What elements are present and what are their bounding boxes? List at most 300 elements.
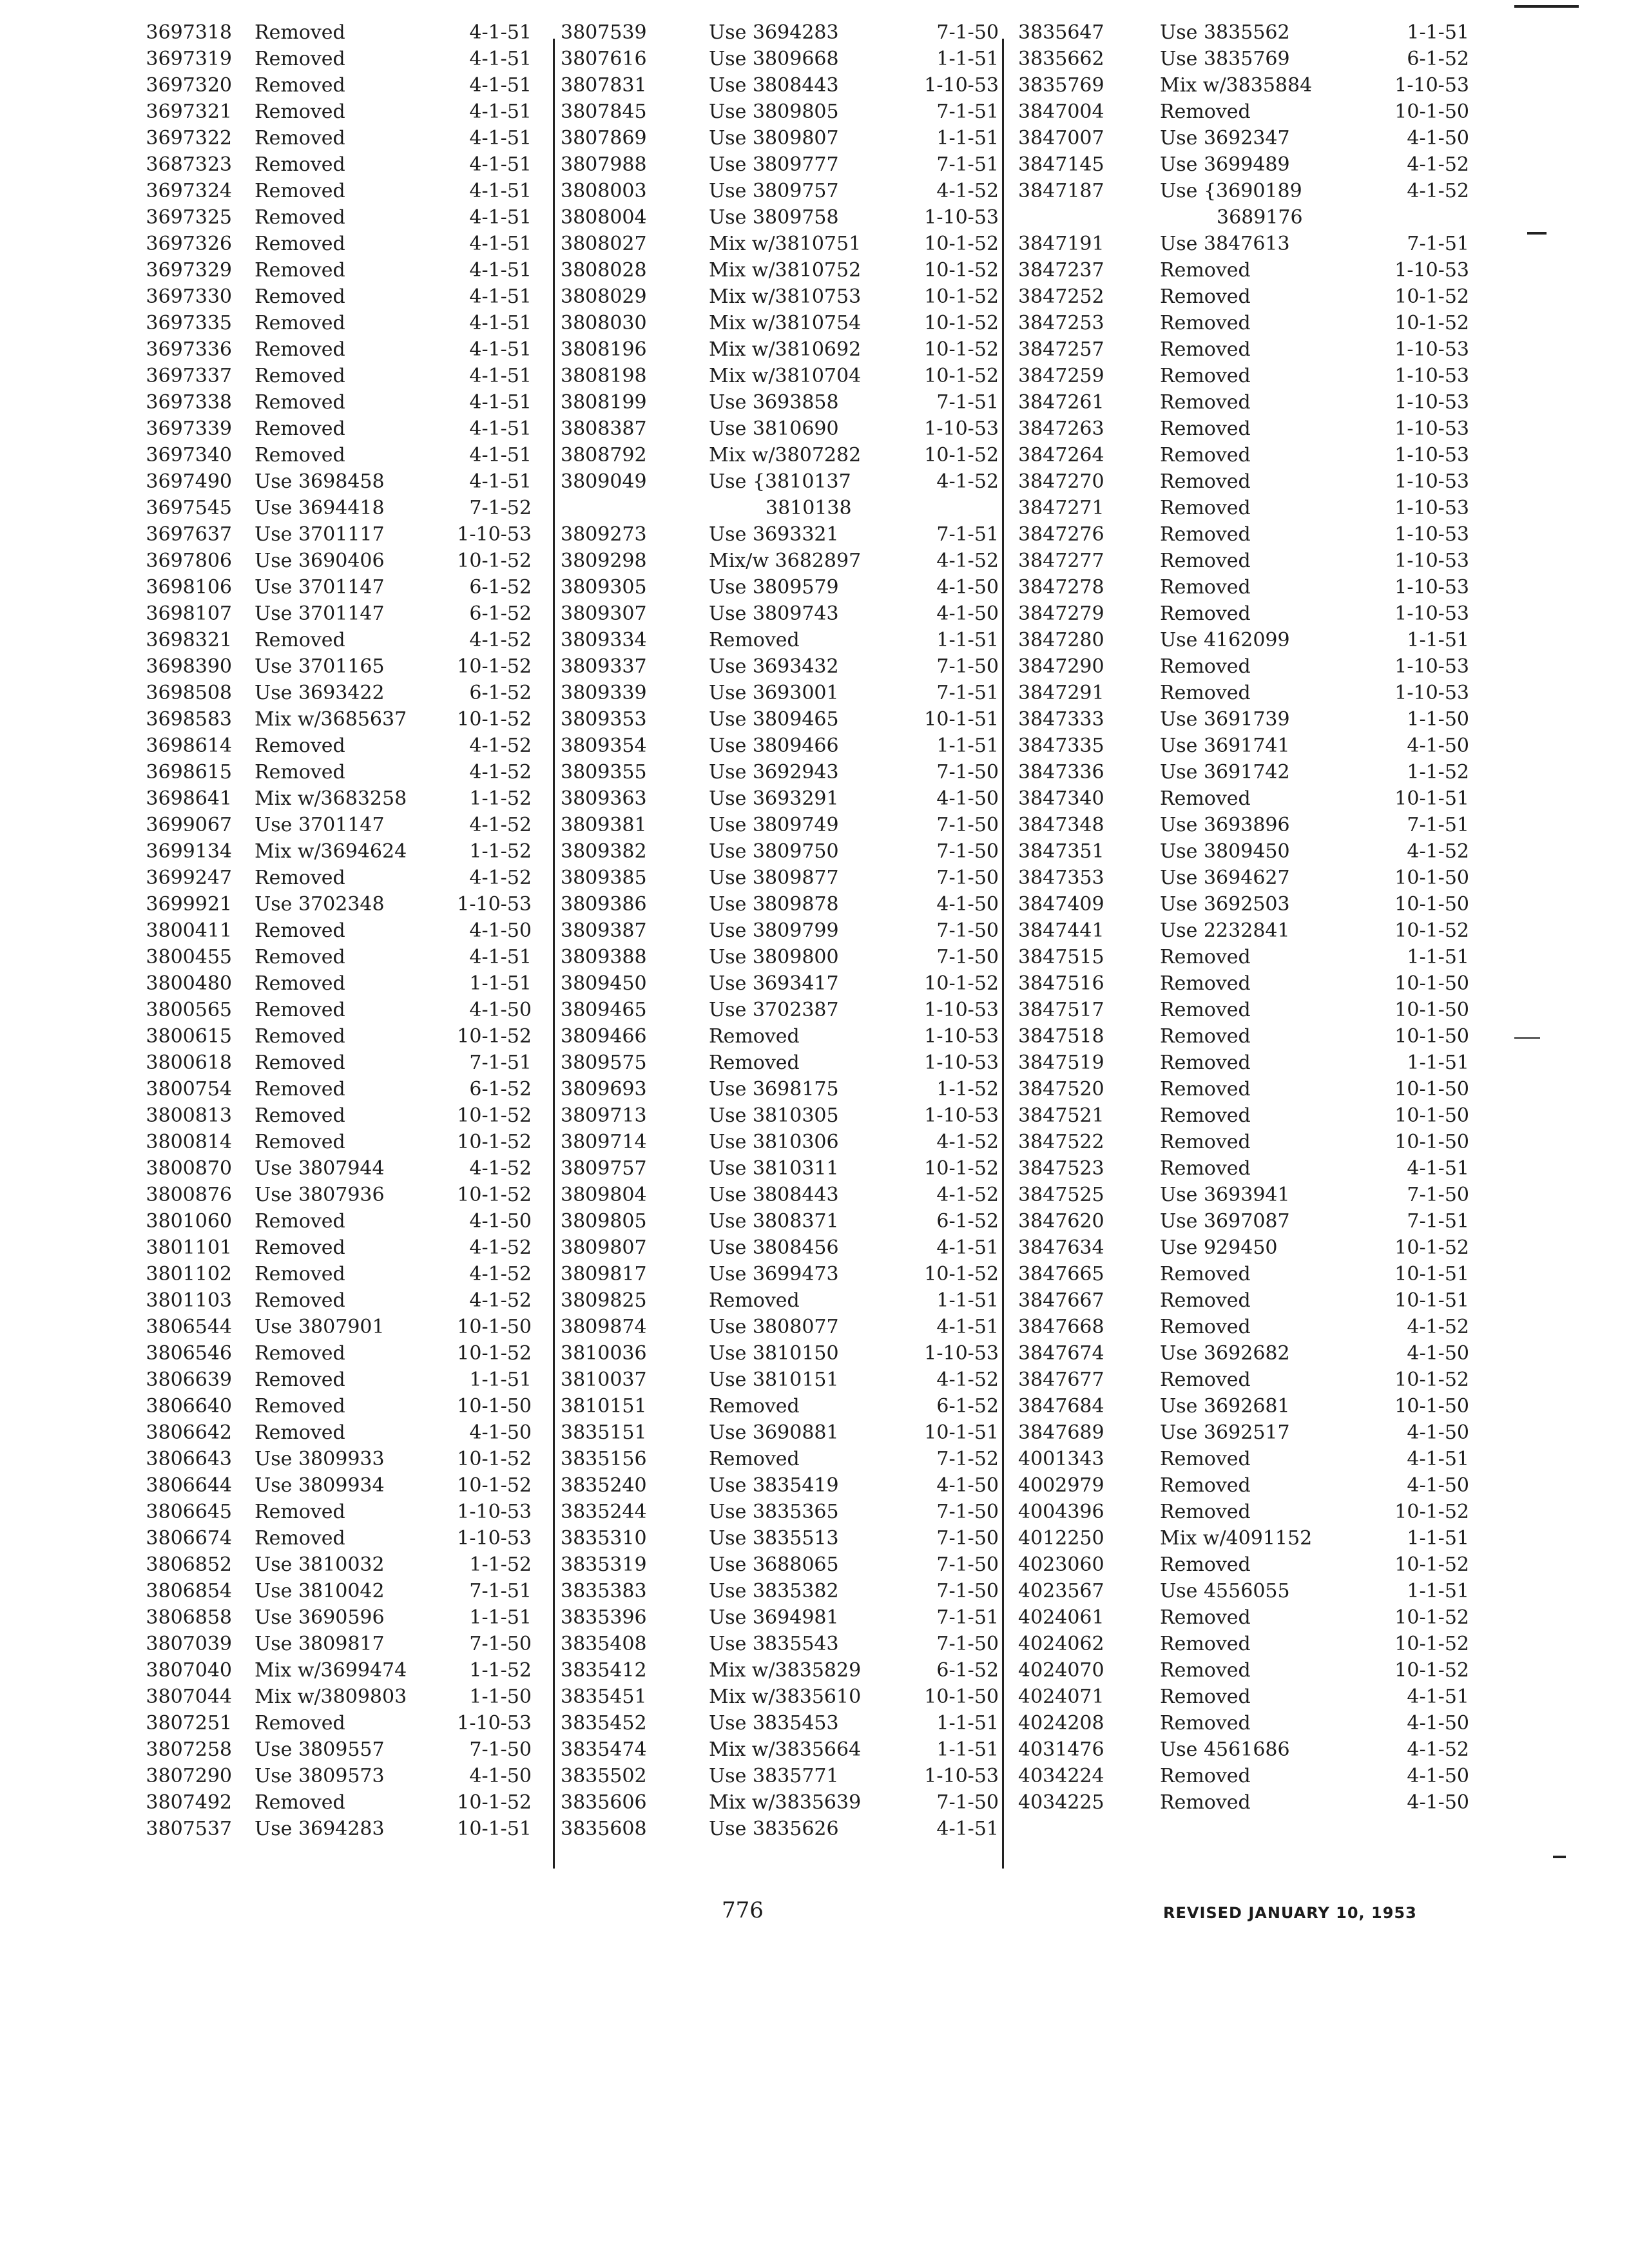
- disposition: [1160, 1604, 1251, 1631]
- effective-date: 1-10-53: [457, 1527, 532, 1550]
- disposition: [1160, 1472, 1251, 1499]
- part-number: 3810037: [561, 1369, 647, 1391]
- disposition: [709, 944, 839, 970]
- part-number: 3697339: [146, 418, 232, 440]
- effective-date: 7-1-51: [469, 1052, 532, 1074]
- effective-date: 6-1-52: [469, 682, 532, 704]
- part-number: 3835452: [561, 1712, 647, 1735]
- disposition: [255, 151, 345, 178]
- disposition-text: Use 3809777: [709, 153, 839, 176]
- effective-date: 7-1-51: [936, 101, 999, 123]
- disposition: [709, 72, 839, 99]
- effective-date: 7-1-52: [469, 497, 532, 519]
- part-number: 3847263: [1018, 418, 1104, 440]
- part-number: 3806642: [146, 1421, 232, 1444]
- disposition-text: Use 3693858: [709, 391, 839, 414]
- disposition-text: Removed: [1160, 576, 1251, 599]
- part-number: 3806544: [146, 1316, 232, 1338]
- disposition: [255, 363, 345, 389]
- effective-date: 4-1-51: [469, 338, 532, 361]
- disposition: [255, 733, 345, 759]
- disposition: [709, 1710, 839, 1736]
- disposition: [255, 178, 345, 204]
- disposition: [255, 442, 345, 468]
- effective-date: 4-1-50: [1407, 1421, 1469, 1444]
- part-number: 3847441: [1018, 919, 1104, 942]
- disposition-text: Removed: [255, 233, 345, 255]
- disposition-text: Use 3693291: [709, 787, 839, 810]
- part-number: 3847237: [1018, 259, 1104, 282]
- disposition: [1160, 257, 1251, 284]
- disposition-text: Use 3810032: [255, 1553, 385, 1576]
- disposition: [255, 601, 385, 627]
- effective-date: 10-1-52: [1394, 1501, 1469, 1523]
- part-number: 3697330: [146, 285, 232, 308]
- part-number: 3808196: [561, 338, 647, 361]
- disposition-text: Removed: [255, 972, 345, 995]
- disposition: [255, 865, 345, 891]
- part-number: 3809757: [561, 1157, 647, 1180]
- disposition-text: Use 3809757: [709, 180, 839, 202]
- part-number: 3807616: [561, 48, 647, 70]
- effective-date: 4-1-52: [469, 629, 532, 651]
- disposition-text: Mix w/3810754: [709, 312, 862, 334]
- edge-mark: [1553, 1856, 1566, 1858]
- effective-date: 10-1-50: [1394, 972, 1469, 995]
- disposition: [709, 918, 839, 944]
- part-number: 3809305: [561, 576, 647, 599]
- disposition-text: Removed: [1160, 1263, 1251, 1285]
- disposition-text: Use 3810690: [709, 418, 839, 440]
- effective-date: 7-1-50: [936, 814, 999, 836]
- effective-date: 4-1-50: [1407, 127, 1469, 149]
- effective-date: 1-10-53: [1394, 655, 1469, 678]
- part-number: 3847252: [1018, 285, 1104, 308]
- part-number: 3847518: [1018, 1025, 1104, 1048]
- disposition: [255, 918, 345, 944]
- effective-date: 4-1-50: [936, 787, 999, 810]
- disposition-text: Removed: [255, 153, 345, 176]
- disposition: [255, 19, 345, 46]
- part-number: 3847259: [1018, 365, 1104, 387]
- disposition-text: Removed: [1160, 444, 1251, 466]
- disposition-text: Mix w/3685637: [255, 708, 407, 731]
- disposition-text: Use 3698175: [709, 1078, 839, 1100]
- effective-date: 1-1-50: [1407, 708, 1469, 731]
- effective-date: 4-1-52: [469, 735, 532, 757]
- disposition-text: Use 3835419: [709, 1474, 839, 1497]
- disposition-text: Removed: [255, 312, 345, 334]
- disposition: [255, 812, 385, 838]
- effective-date: 6-1-52: [1407, 48, 1469, 70]
- disposition: [709, 1023, 800, 1050]
- part-number: 3800411: [146, 919, 232, 942]
- effective-date: 1-1-50: [469, 1686, 532, 1708]
- effective-date: 1-10-53: [1394, 470, 1469, 493]
- disposition: [255, 1763, 385, 1789]
- disposition: [255, 1552, 385, 1578]
- disposition: [255, 1182, 385, 1208]
- disposition: [1160, 284, 1251, 310]
- disposition: [255, 1419, 345, 1446]
- disposition-text: Use 3702387: [709, 999, 839, 1021]
- disposition: [1160, 363, 1251, 389]
- effective-date: 7-1-50: [1407, 1184, 1469, 1206]
- part-number: 3847278: [1018, 576, 1104, 599]
- disposition-text: Removed: [1160, 1052, 1251, 1074]
- part-number: 3808199: [561, 391, 647, 414]
- part-number: 3810036: [561, 1342, 647, 1365]
- disposition: [255, 310, 345, 336]
- disposition-text: Use 3835453: [709, 1712, 839, 1735]
- part-number: 3835240: [561, 1474, 647, 1497]
- effective-date: 1-1-52: [469, 1659, 532, 1682]
- disposition-text: Removed: [1160, 285, 1251, 308]
- part-number: 3697545: [146, 497, 232, 519]
- disposition: [1160, 1393, 1290, 1419]
- part-number: 3809354: [561, 735, 647, 757]
- disposition: [709, 970, 839, 997]
- disposition-text: Use 3807936: [255, 1184, 385, 1206]
- disposition-text: Mix w/3810751: [709, 233, 862, 255]
- disposition-text: Removed: [255, 761, 345, 783]
- effective-date: 4-1-50: [1407, 1791, 1469, 1814]
- effective-date: 4-1-50: [469, 1210, 532, 1233]
- part-number: 3800814: [146, 1131, 232, 1153]
- effective-date: 10-1-52: [457, 550, 532, 572]
- part-number: 3809273: [561, 523, 647, 546]
- effective-date: 4-1-51: [1407, 1157, 1469, 1180]
- disposition-text: Use 3809573: [255, 1765, 385, 1787]
- effective-date: 6-1-52: [469, 1078, 532, 1100]
- disposition-text: Use 3694283: [255, 1818, 385, 1840]
- disposition-text: Use 3809805: [709, 101, 839, 123]
- effective-date: 1-10-53: [924, 1765, 999, 1787]
- part-number: 3809387: [561, 919, 647, 942]
- effective-date: 4-1-52: [1407, 153, 1469, 176]
- part-number: 3697319: [146, 48, 232, 70]
- effective-date: 10-1-50: [1394, 867, 1469, 889]
- disposition: [255, 1208, 345, 1235]
- part-number: 3800480: [146, 972, 232, 995]
- disposition-text: Removed: [1160, 655, 1251, 678]
- effective-date: 4-1-51: [469, 285, 532, 308]
- disposition: [1160, 970, 1251, 997]
- effective-date: 7-1-50: [936, 21, 999, 44]
- effective-date: 1-10-53: [1394, 74, 1469, 97]
- disposition: [709, 1552, 839, 1578]
- disposition-text: Removed: [1160, 1474, 1251, 1497]
- disposition-text: Use 3809743: [709, 602, 839, 625]
- effective-date: 10-1-52: [924, 444, 999, 466]
- disposition: [1160, 1340, 1290, 1367]
- disposition: [255, 1261, 345, 1287]
- part-number: 3808028: [561, 259, 647, 282]
- effective-date: 1-10-53: [457, 1501, 532, 1523]
- edge-mark: [1514, 1037, 1540, 1039]
- disposition-text: Removed: [255, 1791, 345, 1814]
- part-number: 3847004: [1018, 101, 1104, 123]
- disposition-text: Use {3690189: [1160, 180, 1302, 202]
- part-number: 3809385: [561, 867, 647, 889]
- effective-date: 4-1-52: [936, 180, 999, 202]
- disposition-text: Use 3808371: [709, 1210, 839, 1233]
- effective-date: 1-10-53: [457, 523, 532, 546]
- disposition: [709, 442, 861, 468]
- part-number: 3809817: [561, 1263, 647, 1285]
- disposition: [255, 1076, 345, 1102]
- disposition-text: Removed: [1160, 1791, 1251, 1814]
- revision-date: REVISED JANUARY 10, 1953: [1163, 1904, 1417, 1922]
- part-number: 3807044: [146, 1686, 232, 1708]
- part-number: 3801101: [146, 1236, 232, 1259]
- disposition: [1160, 838, 1290, 865]
- effective-date: 4-1-51: [1407, 1686, 1469, 1708]
- disposition-text: Use 3810042: [255, 1580, 385, 1602]
- effective-date: 4-1-50: [1407, 1474, 1469, 1497]
- disposition-text: Removed: [255, 1025, 345, 1048]
- part-number: 3807039: [146, 1633, 232, 1655]
- disposition-text: Use 3809934: [255, 1474, 385, 1497]
- disposition-text: Use 3701147: [255, 576, 385, 599]
- effective-date: 10-1-50: [1394, 1395, 1469, 1418]
- part-number: 3801060: [146, 1210, 232, 1233]
- disposition-text: Removed: [1160, 1686, 1251, 1708]
- disposition-text: Use 3702348: [255, 893, 385, 916]
- disposition-text: Use 3809579: [709, 576, 839, 599]
- part-number: 3809804: [561, 1184, 647, 1206]
- disposition-text: Removed: [255, 285, 345, 308]
- part-number: 3697318: [146, 21, 232, 44]
- effective-date: 4-1-50: [469, 919, 532, 942]
- disposition-text: Use 3809877: [709, 867, 839, 889]
- effective-date: 4-1-50: [469, 1421, 532, 1444]
- disposition-text: Mix w/3810752: [709, 259, 862, 282]
- effective-date: 10-1-52: [924, 312, 999, 334]
- disposition-text: Removed: [255, 1501, 345, 1523]
- effective-date: 10-1-52: [924, 259, 999, 282]
- effective-date: 1-10-53: [924, 74, 999, 97]
- part-number: 3847684: [1018, 1395, 1104, 1418]
- part-number: 3835396: [561, 1606, 647, 1629]
- effective-date: 1-1-52: [469, 1553, 532, 1576]
- disposition-text: Use 3808443: [709, 74, 839, 97]
- disposition-text: Removed: [1160, 338, 1251, 361]
- disposition: [1160, 1499, 1251, 1525]
- effective-date: 7-1-50: [936, 1501, 999, 1523]
- disposition: [1160, 944, 1251, 970]
- disposition-text: Use 3693321: [709, 523, 839, 546]
- effective-date: 7-1-50: [936, 1527, 999, 1550]
- disposition: [255, 1578, 385, 1604]
- disposition: [255, 284, 345, 310]
- effective-date: 4-1-51: [936, 1316, 999, 1338]
- part-number: 3835608: [561, 1818, 647, 1840]
- part-number: 3806644: [146, 1474, 232, 1497]
- part-number: 3835310: [561, 1527, 647, 1550]
- disposition: [1160, 125, 1290, 151]
- effective-date: 1-10-53: [457, 893, 532, 916]
- effective-date: 4-1-51: [936, 1818, 999, 1840]
- disposition: [1160, 495, 1251, 521]
- effective-date: 4-1-52: [1407, 1316, 1469, 1338]
- part-number: 3809355: [561, 761, 647, 783]
- disposition: [709, 1076, 839, 1102]
- disposition: [255, 1235, 345, 1261]
- disposition: [709, 1578, 839, 1604]
- part-number: 3847409: [1018, 893, 1104, 916]
- effective-date: 10-1-50: [1394, 1104, 1469, 1127]
- disposition: [1160, 1446, 1251, 1472]
- disposition-text: Removed: [709, 1289, 800, 1312]
- effective-date: 4-1-52: [936, 470, 999, 493]
- effective-date: 6-1-52: [469, 602, 532, 625]
- disposition: [255, 495, 385, 521]
- part-number: 3847522: [1018, 1131, 1104, 1153]
- disposition-text: Use 3694283: [709, 21, 839, 44]
- part-number: 3847277: [1018, 550, 1104, 572]
- disposition: [255, 1129, 345, 1155]
- disposition-text: Mix w/3683258: [255, 787, 407, 810]
- part-number: 3697325: [146, 206, 232, 229]
- effective-date: 7-1-50: [936, 919, 999, 942]
- disposition: [709, 336, 861, 363]
- disposition-text: Removed: [1160, 1765, 1251, 1787]
- disposition: [1160, 1023, 1251, 1050]
- disposition: [255, 1314, 385, 1340]
- disposition-text: Mix w/3810704: [709, 365, 862, 387]
- disposition-text: Removed: [1160, 1131, 1251, 1153]
- disposition: [1160, 706, 1290, 733]
- effective-date: 10-1-50: [457, 1316, 532, 1338]
- effective-date: 1-10-53: [1394, 418, 1469, 440]
- part-number: 3697329: [146, 259, 232, 282]
- disposition: [255, 1631, 385, 1657]
- disposition: [709, 785, 839, 812]
- disposition: [1160, 442, 1251, 468]
- effective-date: 1-1-51: [936, 48, 999, 70]
- disposition: [709, 204, 839, 231]
- part-number: 3809575: [561, 1052, 647, 1074]
- disposition: [255, 1287, 345, 1314]
- part-number: 4023060: [1018, 1553, 1104, 1576]
- disposition: [709, 1419, 839, 1446]
- part-number: 3809353: [561, 708, 647, 731]
- disposition-text: Use 3809878: [709, 893, 839, 916]
- disposition-text: Removed: [1160, 1104, 1251, 1127]
- part-number: 3808027: [561, 233, 647, 255]
- disposition: [1160, 785, 1251, 812]
- disposition-text: Removed: [1160, 1369, 1251, 1391]
- disposition: [1160, 46, 1290, 72]
- part-number: 3698508: [146, 682, 232, 704]
- effective-date: 7-1-50: [936, 1791, 999, 1814]
- part-number: 3847668: [1018, 1316, 1104, 1338]
- part-number: 3847257: [1018, 338, 1104, 361]
- disposition-text: Removed: [255, 1395, 345, 1418]
- part-number: 3809713: [561, 1104, 647, 1127]
- disposition-text: Removed: [1160, 470, 1251, 493]
- effective-date: 4-1-52: [469, 814, 532, 836]
- effective-date: 4-1-50: [1407, 1765, 1469, 1787]
- disposition: [1160, 1050, 1251, 1076]
- part-number: 3847007: [1018, 127, 1104, 149]
- part-number: 3800870: [146, 1157, 232, 1180]
- part-number: 3847335: [1018, 735, 1104, 757]
- effective-date: 1-10-53: [924, 1025, 999, 1048]
- effective-date: 4-1-52: [936, 550, 999, 572]
- disposition-text: Removed: [1160, 1501, 1251, 1523]
- part-number: 3806852: [146, 1553, 232, 1576]
- effective-date: 1-1-51: [1407, 1052, 1469, 1074]
- part-number: 3809337: [561, 655, 647, 678]
- disposition-text: Use 3808456: [709, 1236, 839, 1259]
- disposition: [709, 1789, 861, 1816]
- disposition-text: Removed: [1160, 1289, 1251, 1312]
- disposition-text: Removed: [255, 444, 345, 466]
- part-number: 3809381: [561, 814, 647, 836]
- effective-date: 4-1-51: [469, 21, 532, 44]
- part-number: 3809450: [561, 972, 647, 995]
- disposition-text: Removed: [255, 259, 345, 282]
- part-number: 3847677: [1018, 1369, 1104, 1391]
- part-number: 3847353: [1018, 867, 1104, 889]
- effective-date: 7-1-50: [469, 1738, 532, 1761]
- effective-date: 7-1-51: [1407, 814, 1469, 836]
- part-number: 3808029: [561, 285, 647, 308]
- effective-date: 1-10-53: [924, 1052, 999, 1074]
- disposition: [255, 785, 407, 812]
- disposition-text: Use 3693896: [1160, 814, 1290, 836]
- disposition-text: Use 3692503: [1160, 893, 1290, 916]
- part-number: 3847674: [1018, 1342, 1104, 1365]
- disposition-text: Removed: [255, 338, 345, 361]
- disposition-text: Removed: [1160, 1078, 1251, 1100]
- effective-date: 6-1-52: [936, 1395, 999, 1418]
- part-number: 3809386: [561, 893, 647, 916]
- disposition: [255, 1340, 345, 1367]
- part-number: 4001343: [1018, 1448, 1104, 1470]
- disposition: [1160, 310, 1251, 336]
- part-number: 3807492: [146, 1791, 232, 1814]
- disposition: [1160, 178, 1303, 231]
- disposition: [709, 1816, 839, 1842]
- part-number: 3847253: [1018, 312, 1104, 334]
- disposition: [1160, 865, 1290, 891]
- part-number: 3847336: [1018, 761, 1104, 783]
- part-number: 3698641: [146, 787, 232, 810]
- part-number: 3808198: [561, 365, 647, 387]
- disposition: [255, 336, 345, 363]
- part-number: 3809466: [561, 1025, 647, 1048]
- part-number: 3697326: [146, 233, 232, 255]
- disposition-text: Removed: [255, 1369, 345, 1391]
- part-number: 3835662: [1018, 48, 1104, 70]
- part-number: 3809825: [561, 1289, 647, 1312]
- part-number: 3698390: [146, 655, 232, 678]
- part-number: 3699067: [146, 814, 232, 836]
- disposition-text: Mix w/3835829: [709, 1659, 862, 1682]
- disposition: [255, 1816, 385, 1842]
- part-number: 3809334: [561, 629, 647, 651]
- disposition: [255, 548, 385, 574]
- disposition: [1160, 72, 1312, 99]
- part-number: 3847634: [1018, 1236, 1104, 1259]
- effective-date: 1-10-53: [924, 418, 999, 440]
- disposition: [255, 416, 345, 442]
- disposition-text: Use 3809557: [255, 1738, 385, 1761]
- effective-date: 1-10-53: [1394, 602, 1469, 625]
